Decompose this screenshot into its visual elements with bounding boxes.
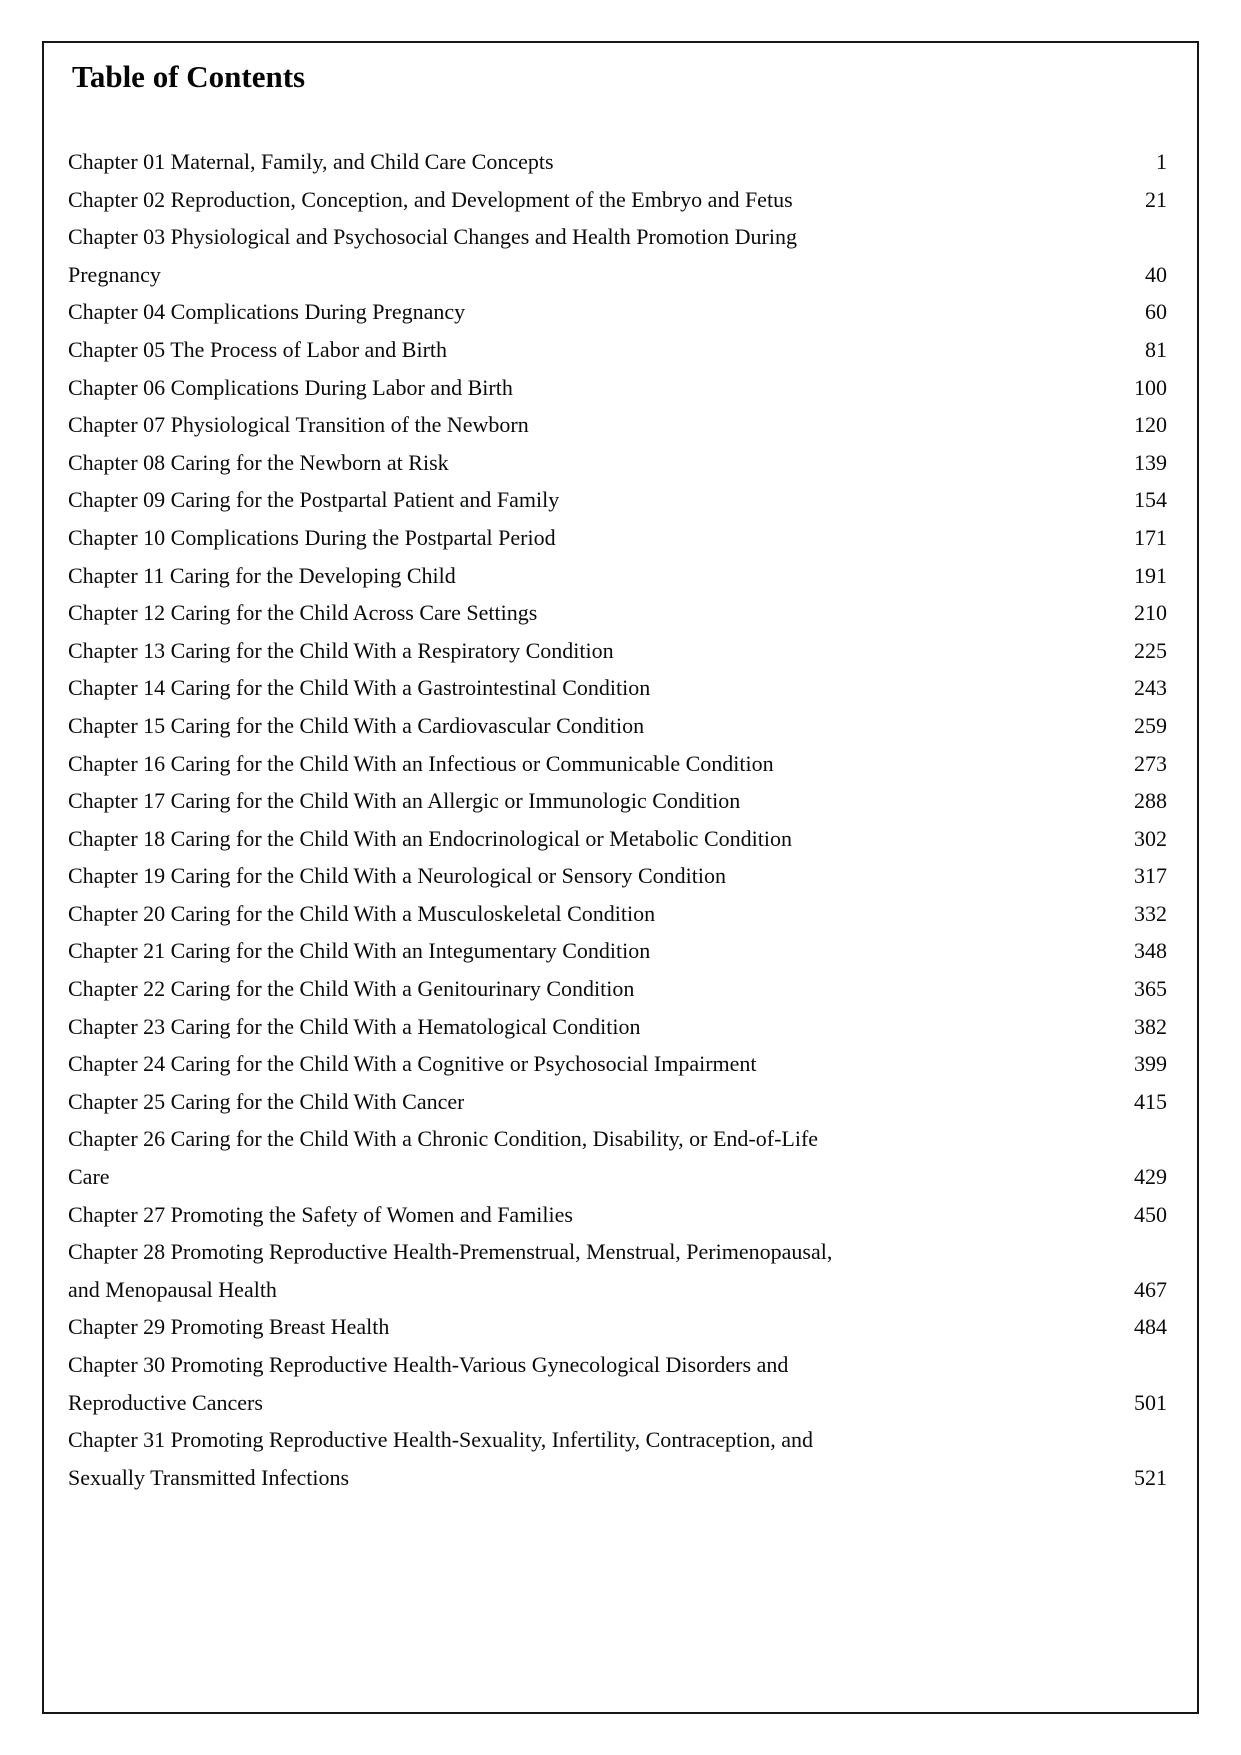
- toc-entry-page: 154: [1134, 487, 1167, 513]
- toc-entry-line: [68, 1196, 1167, 1234]
- toc-entry-page: 399: [1134, 1051, 1167, 1077]
- toc-entry-line: [68, 256, 1167, 294]
- toc-entry-text: Chapter 22 Caring for the Child With a Genitourinary Condition: [68, 976, 635, 1002]
- toc-entry-line: [68, 181, 1167, 219]
- toc-entry-text: Chapter 02 Reproduction, Conception, and Development of the Embryo and Fetus: [68, 186, 793, 212]
- toc-entry-page: 210: [1134, 600, 1167, 626]
- toc-list: [68, 143, 1167, 1496]
- toc-entry-page: 100: [1134, 374, 1167, 400]
- page-title: Table of Contents: [72, 59, 306, 94]
- toc-entry-page: 467: [1134, 1276, 1167, 1302]
- toc-entry-line: [68, 1384, 1167, 1422]
- toc-entry-text: Chapter 12 Caring for the Child Across Care Settings: [68, 600, 538, 626]
- toc-entry-text: Chapter 19 Caring for the Child With a Neurological or Sensory Condition: [68, 863, 726, 889]
- toc-entry-line: [68, 1083, 1167, 1121]
- toc-entry-line: [68, 1045, 1167, 1083]
- toc-entry-page: 225: [1134, 637, 1167, 663]
- toc-entry-page: 501: [1134, 1389, 1167, 1415]
- toc-entry-text: Pregnancy: [68, 261, 161, 287]
- toc-entry-page: 317: [1134, 863, 1167, 889]
- toc-entry-text: Chapter 03 Physiological and Psychosocial Changes and Health Promotion During: [68, 224, 797, 250]
- toc-entry-text: and Menopausal Health: [68, 1276, 277, 1302]
- toc-entry-line: [68, 519, 1167, 557]
- toc-entry-page: 139: [1134, 449, 1167, 475]
- toc-entry-text: Chapter 27 Promoting the Safety of Women and Families: [68, 1201, 573, 1227]
- toc-entry-page: 450: [1134, 1201, 1167, 1227]
- toc-entry-line: [68, 1271, 1167, 1309]
- toc-entry-text: Chapter 16 Caring for the Child With an Infectious or Communicable Condition: [68, 750, 774, 776]
- toc-entry-line: [68, 1308, 1167, 1346]
- toc-entry-text: Care: [68, 1164, 110, 1190]
- toc-entry-page: 273: [1134, 750, 1167, 776]
- toc-entry-text: Chapter 23 Caring for the Child With a Hematological Condition: [68, 1013, 641, 1039]
- toc-entry-text: Chapter 25 Caring for the Child With Cancer: [68, 1088, 465, 1114]
- toc-entry-text: Chapter 13 Caring for the Child With a Respiratory Condition: [68, 637, 614, 663]
- toc-entry-line: [68, 1459, 1167, 1497]
- toc-entry-page: 243: [1134, 675, 1167, 701]
- toc-entry-line: [68, 932, 1167, 970]
- toc-entry-text: Chapter 29 Promoting Breast Health: [68, 1314, 390, 1340]
- toc-entry-page: 521: [1134, 1464, 1167, 1490]
- toc-entry-text: Chapter 07 Physiological Transition of the Newborn: [68, 412, 529, 438]
- toc-entry-line: [68, 857, 1167, 895]
- toc-entry-text: Chapter 04 Complications During Pregnancy: [68, 299, 466, 325]
- toc-entry-page: 348: [1134, 938, 1167, 964]
- page-border: [42, 41, 1199, 1714]
- toc-entry-page: 21: [1145, 186, 1167, 212]
- toc-entry-line: [68, 143, 1167, 181]
- toc-entry-line: [68, 1233, 1167, 1271]
- toc-entry-line: [68, 481, 1167, 519]
- toc-entry-page: 40: [1145, 261, 1167, 287]
- toc-entry-page: 1: [1156, 149, 1167, 174]
- toc-entry-text: Sexually Transmitted Infections: [68, 1464, 350, 1490]
- toc-entry-page: 81: [1145, 336, 1167, 362]
- toc-entry-text: Chapter 20 Caring for the Child With a Musculoskeletal Condition: [68, 900, 656, 926]
- toc-entry-line: [68, 782, 1167, 820]
- toc-entry-page: 484: [1134, 1314, 1167, 1340]
- toc-entry-text: Chapter 18 Caring for the Child With an Endocrinological or Metabolic Condition: [68, 825, 792, 851]
- toc-entry-line: [68, 1008, 1167, 1046]
- toc-entry-page: 191: [1134, 562, 1167, 588]
- toc-entry-line: [68, 820, 1167, 858]
- toc-entry-line: [68, 293, 1167, 331]
- toc-entry-page: 365: [1134, 976, 1167, 1002]
- toc-entry-text: Chapter 06 Complications During Labor and Birth: [68, 374, 513, 400]
- toc-entry-page: 415: [1134, 1088, 1167, 1114]
- toc-entry-line: [68, 369, 1167, 407]
- toc-entry-line: [68, 895, 1167, 933]
- toc-entry-text: Chapter 08 Caring for the Newborn at Risk: [68, 449, 449, 475]
- toc-entry-text: Chapter 30 Promoting Reproductive Health-Various Gynecological Disorders and: [68, 1352, 789, 1377]
- toc-entry-line: [68, 1346, 1167, 1384]
- toc-entry-line: [68, 331, 1167, 369]
- toc-entry-line: [68, 406, 1167, 444]
- toc-entry-line: [68, 745, 1167, 783]
- toc-entry-line: [68, 1421, 1167, 1459]
- toc-entry-text: Chapter 31 Promoting Reproductive Health-Sexuality, Infertility, Contraception, and: [68, 1427, 813, 1453]
- toc-entry-line: [68, 970, 1167, 1008]
- toc-entry-text: Chapter 11 Caring for the Developing Child: [68, 562, 456, 588]
- toc-entry-page: 60: [1145, 299, 1167, 325]
- toc-entry-line: [68, 632, 1167, 670]
- toc-entry-text: Chapter 28 Promoting Reproductive Health-Premenstrual, Menstrual, Perimenopausal,: [68, 1239, 833, 1265]
- toc-entry-text: Chapter 24 Caring for the Child With a Cognitive or Psychosocial Impairment: [68, 1051, 757, 1077]
- toc-entry-text: Reproductive Cancers: [68, 1389, 263, 1415]
- toc-entry-line: [68, 707, 1167, 745]
- toc-entry-line: [68, 1120, 1167, 1158]
- toc-entry-page: 302: [1134, 825, 1167, 851]
- toc-entry-line: [68, 594, 1167, 632]
- toc-entry-text: Chapter 15 Caring for the Child With a Cardiovascular Condition: [68, 712, 645, 738]
- toc-entry-page: 259: [1134, 712, 1167, 738]
- toc-entry-text: Chapter 09 Caring for the Postpartal Patient and Family: [68, 487, 560, 513]
- toc-entry-line: [68, 557, 1167, 595]
- toc-entry-page: 120: [1134, 412, 1167, 438]
- toc-entry-text: Chapter 05 The Process of Labor and Birth: [68, 336, 448, 362]
- toc-entry-line: [68, 444, 1167, 482]
- toc-entry-text: Chapter 01 Maternal, Family, and Child Care Concepts: [68, 149, 554, 174]
- toc-entry-page: 429: [1134, 1164, 1167, 1190]
- toc-entry-line: [68, 218, 1167, 256]
- toc-entry-page: 382: [1134, 1013, 1167, 1039]
- toc-entry-text: Chapter 26 Caring for the Child With a Chronic Condition, Disability, or End-of-Life: [68, 1126, 819, 1152]
- toc-entry-page: 288: [1134, 788, 1167, 814]
- toc-entry-text: Chapter 17 Caring for the Child With an Allergic or Immunologic Condition: [68, 788, 741, 814]
- toc-entry-text: Chapter 14 Caring for the Child With a Gastrointestinal Condition: [68, 675, 651, 701]
- toc-entry-line: [68, 669, 1167, 707]
- toc-entry-page: 332: [1134, 900, 1167, 926]
- toc-entry-line: [68, 1158, 1167, 1196]
- toc-entry-text: Chapter 21 Caring for the Child With an Integumentary Condition: [68, 938, 651, 964]
- toc-entry-text: Chapter 10 Complications During the Postpartal Period: [68, 524, 556, 550]
- toc-entry-page: 171: [1134, 524, 1167, 550]
